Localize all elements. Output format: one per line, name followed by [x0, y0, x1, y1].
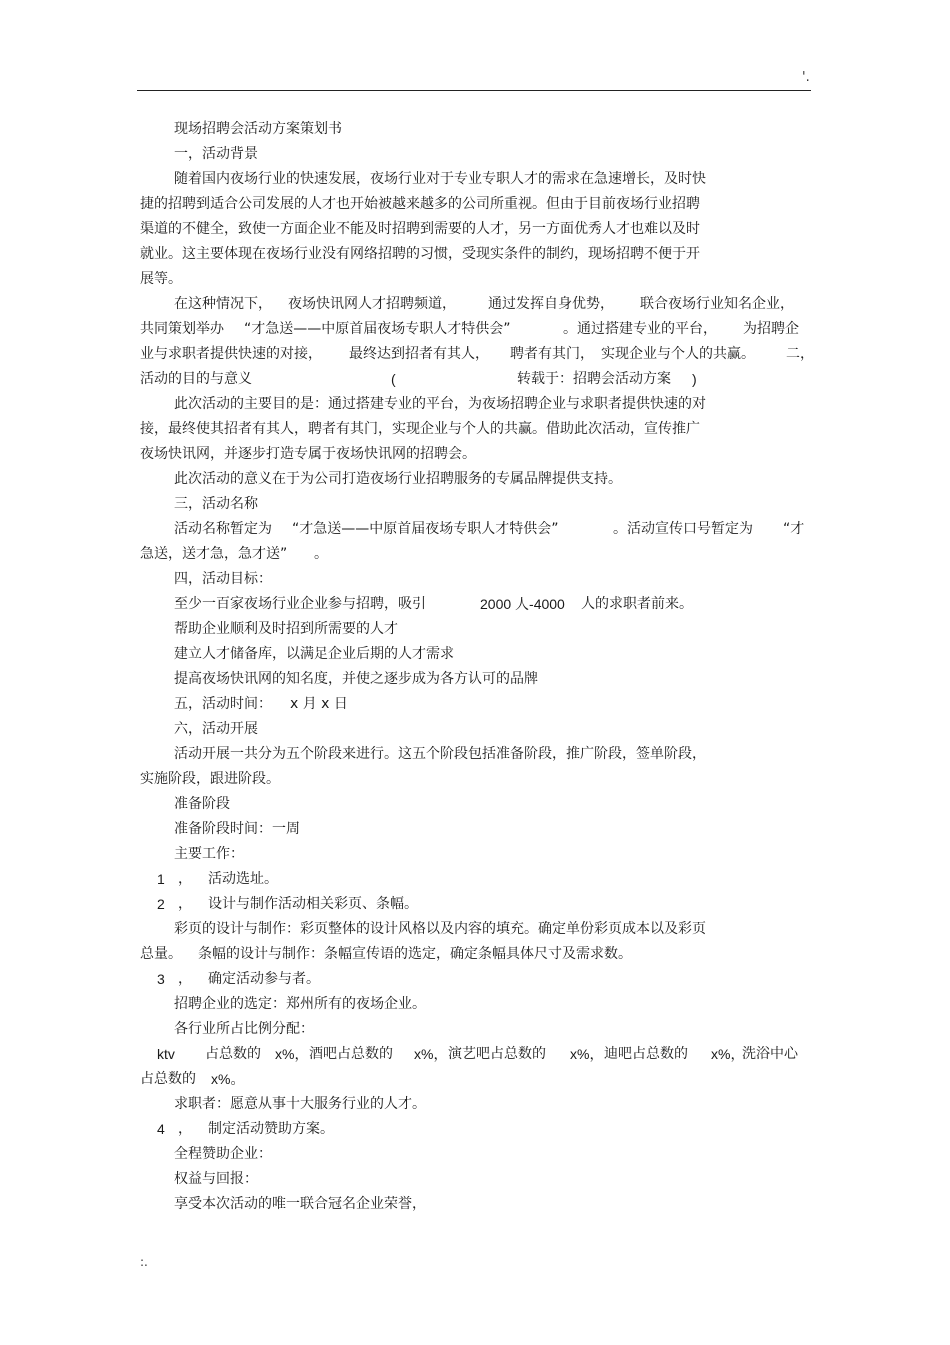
ratio-fragment: x%，: [275, 1046, 309, 1062]
goal-line-fragment: 人的求职者前来。: [581, 596, 693, 612]
list-item-text: 设计与制作活动相关彩页、条幅。: [208, 896, 418, 912]
list-item-number: 4: [157, 1121, 165, 1137]
paragraph-line-fragment: 联合夜场行业知名企业，: [640, 296, 794, 312]
ratio-fragment: 迪吧占总数的: [604, 1046, 688, 1062]
paragraph-line: 实施阶段，跟进阶段。: [140, 771, 280, 787]
paragraph-line: 招聘企业的选定：郑州所有的夜场企业。: [174, 996, 426, 1012]
paragraph-line: 彩页的设计与制作：彩页整体的设计风格以及内容的填充。确定单份彩页成本以及彩页: [174, 921, 706, 937]
paragraph-line-fragment: 最终达到招者有其人，: [349, 346, 489, 362]
list-item-number: 1: [157, 871, 165, 887]
paragraph-line: 随着国内夜场行业的快速发展，夜场行业对于专业专职人才的需求在急速增长，及时快: [174, 171, 706, 187]
event-date: x 月 x 日: [290, 696, 348, 712]
ratio-fragment: x%，: [711, 1046, 745, 1062]
header-rule: [137, 90, 811, 91]
main-work-label: 主要工作：: [174, 846, 244, 862]
paragraph-line-fragment: 在这种情况下，: [174, 296, 272, 312]
ratio-fragment: ktv: [157, 1046, 175, 1062]
slogan-quote-start: “才: [783, 521, 805, 537]
paragraph-line-fragment: 。活动宣传口号暂定为: [613, 521, 753, 537]
paragraph-line-fragment: 活动名称暂定为: [174, 521, 272, 537]
paragraph-line-fragment: 条幅的设计与制作：条幅宣传语的选定，确定条幅具体尺寸及需求数。: [198, 946, 632, 962]
paragraph-line-fragment: 聘者有其门，: [510, 346, 594, 362]
list-item-separator: ，: [178, 896, 192, 912]
ratio-fragment: 洗浴中心: [742, 1046, 798, 1062]
paragraph-line: 就业。这主要体现在夜场行业没有网络招聘的习惯，受现实条件的制约，现场招聘不便于开: [140, 246, 700, 262]
ratio-fragment: 占总数的: [205, 1046, 261, 1062]
paragraph-line-fragment: 业与求职者提供快速的对接，: [140, 346, 322, 362]
list-item-separator: ，: [178, 971, 192, 987]
section-heading-name: 三，活动名称: [174, 496, 258, 512]
list-item-text: 制定活动赞助方案。: [208, 1121, 334, 1137]
list-item-separator: ，: [178, 871, 192, 887]
phase-duration: 准备阶段时间：一周: [174, 821, 300, 837]
paragraph-line-fragment: 通过发挥自身优势，: [488, 296, 614, 312]
event-name-quote: “才急送——中原首届夜场专职人才特供会”: [244, 321, 511, 337]
ratio-fragment: x%，: [570, 1046, 604, 1062]
list-item-separator: ，: [178, 1121, 192, 1137]
event-name-quote: “才急送——中原首届夜场专职人才特供会”: [292, 521, 559, 537]
section-heading-purpose: 活动的目的与意义: [140, 371, 252, 387]
document-title: 现场招聘会活动方案策划书: [174, 121, 342, 137]
paragraph-line-fragment: 实现企业与个人的共赢。: [601, 346, 755, 362]
list-item-number: 2: [157, 896, 165, 912]
goal-line-fragment: 至少一百家夜场行业企业参与招聘，吸引: [174, 596, 426, 612]
goal-line: 帮助企业顺利及时招到所需要的人才: [174, 621, 398, 637]
phase-heading: 准备阶段: [174, 796, 230, 812]
paragraph-line: 捷的招聘到适合公司发展的人才也开始被越来越多的公司所重视。但由于目前夜场行业招聘: [140, 196, 700, 212]
list-item-text: 活动选址。: [208, 871, 278, 887]
header-mark: '.: [802, 70, 810, 85]
paragraph-line-fragment: 夜场快讯网人才招聘频道，: [288, 296, 456, 312]
paragraph-line: 接，最终使其招者有其人，聘者有其门，实现企业与个人的共赢。借助此次活动，宣传推广: [140, 421, 700, 437]
reprint-note: 转载于：招聘会活动方案: [517, 371, 671, 387]
paragraph-line: 此次活动的主要目的是：通过搭建专业的平台，为夜场招聘企业与求职者提供快速的对: [174, 396, 706, 412]
ratio-fragment: 演艺吧占总数的: [448, 1046, 546, 1062]
paragraph-line: 权益与回报：: [174, 1171, 258, 1187]
ratio-fragment: x%，: [414, 1046, 448, 1062]
paragraph-line: 夜场快讯网，并逐步打造专属于夜场快讯网的招聘会。: [140, 446, 476, 462]
ratio-fragment: 酒吧占总数的: [309, 1046, 393, 1062]
goal-line: 提高夜场快讯网的知名度，并使之逐步成为各方认可的品牌: [174, 671, 538, 687]
section-heading-execution: 六，活动开展: [174, 721, 258, 737]
list-item-text: 确定活动参与者。: [208, 971, 320, 987]
section-heading-purpose-number: 二，: [786, 346, 814, 362]
section-heading-background: 一，活动背景: [174, 146, 258, 162]
paragraph-line: 活动开展一共分为五个阶段来进行。这五个阶段包括准备阶段，推广阶段，签单阶段，: [174, 746, 706, 762]
paragraph-line-fragment: 为招聘企: [743, 321, 799, 337]
paragraph-line: 全程赞助企业：: [174, 1146, 272, 1162]
paragraph-line: 享受本次活动的唯一联合冠名企业荣誉，: [174, 1196, 426, 1212]
paragraph-line: 渠道的不健全，致使一方面企业不能及时招聘到需要的人才，另一方面优秀人才也难以及时: [140, 221, 700, 237]
footer-mark: :.: [140, 1255, 148, 1269]
list-item-number: 3: [157, 971, 165, 987]
ratio-fragment: x%。: [211, 1071, 245, 1087]
goal-attendance-range: 2000 人-4000: [480, 596, 565, 612]
ratio-fragment: 占总数的: [140, 1071, 196, 1087]
paragraph-line: 各行业所占比例分配：: [174, 1021, 314, 1037]
paragraph-line-fragment: 。通过搭建专业的平台，: [563, 321, 717, 337]
section-heading-time: 五，活动时间：: [174, 696, 272, 712]
paragraph-line-fragment: 共同策划举办: [140, 321, 224, 337]
paragraph-line-fragment: 总量。: [140, 946, 182, 962]
goal-line: 建立人才储备库，以满足企业后期的人才需求: [174, 646, 454, 662]
paragraph-line-fragment: 。: [314, 546, 328, 562]
paren-close: ): [692, 371, 697, 387]
paragraph-line: 展等。: [140, 271, 182, 287]
slogan-quote-end: 急送，送才急，急才送”: [140, 546, 288, 562]
section-heading-goals: 四，活动目标：: [174, 571, 272, 587]
paragraph-line: 求职者：愿意从事十大服务行业的人才。: [174, 1096, 426, 1112]
paragraph-line: 此次活动的意义在于为公司打造夜场行业招聘服务的专属品牌提供支持。: [174, 471, 622, 487]
paren-open: (: [391, 371, 396, 387]
